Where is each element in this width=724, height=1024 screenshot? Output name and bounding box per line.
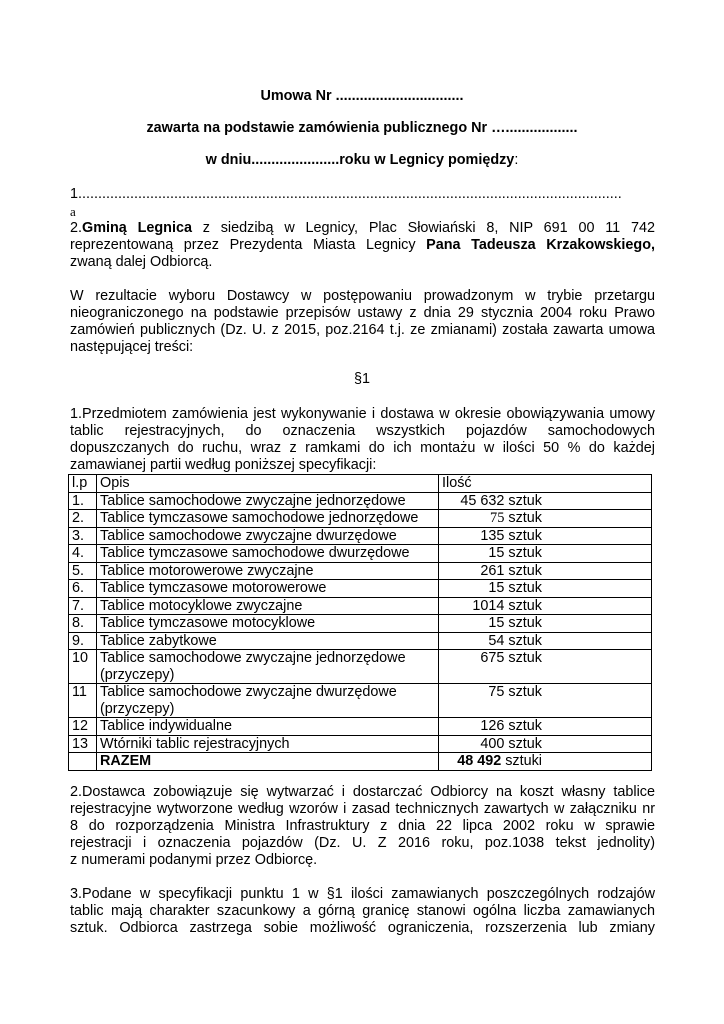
row-qty-value [442, 736, 542, 753]
row-lp: 12 [69, 718, 97, 736]
intro-line-2: nieograniczonego na podstawie przepisów ustawy z dnia 29 stycznia 2004 roku Prawo [70, 305, 655, 321]
row-qty [439, 735, 652, 753]
table-total-row [69, 753, 652, 771]
party-2-line-2: reprezentowaną przez Prezydenta Miasta Legnicy Pana Tadeusza Krzakowskiego, [70, 237, 655, 253]
qty-unit: sztuk [504, 735, 542, 752]
row-desc [97, 510, 439, 528]
row-qty [439, 718, 652, 736]
table-row [69, 632, 652, 650]
qty-number: 75 [490, 510, 505, 526]
row-lp: 10 [69, 650, 97, 684]
conjunction: a [70, 204, 76, 219]
row-qty-value [442, 510, 542, 527]
table-header-row [69, 475, 652, 493]
row-qty [439, 650, 652, 684]
row-desc [97, 650, 439, 684]
row-desc-line-1: Tablice indywidualne [100, 718, 232, 734]
table-row [69, 597, 652, 615]
para1-line-1: 1.Przedmiotem zamówienia jest wykonywanie i dostawa w okresie obowiązywania umowy [70, 406, 655, 422]
para2-line-1: 2.Dostawca zobowiązuje się wytwarzać i dostarczać Odbiorcy na koszt własny tablice [70, 784, 655, 800]
row-desc [97, 632, 439, 650]
row-desc [97, 615, 439, 633]
row-qty-value [442, 528, 542, 545]
intro-line-4: następującej treści: [70, 339, 194, 355]
para2-line-5: z numerami podanymi przez Odbiorcę. [70, 852, 318, 868]
row-desc [97, 527, 439, 545]
total-qty-unit: sztuki [501, 753, 542, 769]
row-desc [97, 545, 439, 563]
row-lp: 5. [69, 562, 97, 580]
qty-number: 261 [480, 562, 505, 579]
table-row [69, 615, 652, 633]
qty-number: 54 [488, 632, 505, 649]
table-row [69, 510, 652, 528]
qty-unit: sztuk [504, 510, 542, 526]
row-desc-line-1: Tablice motorowerowe zwyczajne [100, 562, 314, 579]
qty-number: 15 [488, 545, 505, 561]
row-qty-value [442, 545, 542, 562]
date-line: w dniu......................roku w Legnicy pomiędzy: [205, 152, 519, 168]
row-desc-line-1: Tablice tymczasowe samochodowe jednorzędowe [100, 510, 419, 526]
qty-number: 75 [488, 684, 505, 700]
row-qty [439, 527, 652, 545]
row-lp: 4. [69, 545, 97, 563]
row-desc-line-1: Tablice samochodowe zwyczajne dwurzędowe [100, 684, 397, 700]
qty-unit: sztuk [504, 545, 542, 561]
qty-unit: sztuk [504, 562, 542, 579]
qty-number: 126 [480, 718, 505, 734]
qty-unit: sztuk [504, 632, 542, 649]
qty-number: 15 [488, 580, 505, 596]
row-qty [439, 580, 652, 598]
qty-unit: sztuk [504, 597, 542, 614]
row-desc-line-1: Tablice samochodowe zwyczajne dwurzędowe [100, 527, 397, 544]
row-qty [439, 632, 652, 650]
party-2-line-1: 2.Gminą Legnica z siedzibą w Legnicy, Plac Słowiański 8, NIP 691 00 11 742 [70, 220, 655, 236]
total-label: RAZEM [97, 753, 439, 771]
row-lp: 7. [69, 597, 97, 615]
row-desc-line-1: Tablice tymczasowe motocyklowe [100, 615, 316, 631]
row-qty [439, 510, 652, 528]
row-desc-line-1: Tablice zabytkowe [100, 632, 217, 649]
row-desc-line-1: Tablice tymczasowe motorowerowe [100, 580, 327, 596]
row-qty-value [442, 580, 542, 597]
row-desc [97, 735, 439, 753]
specification-table [68, 474, 652, 771]
header-lp: l.p [69, 475, 97, 493]
row-desc-line-1: Wtórniki tablic rejestracyjnych [100, 735, 290, 752]
row-qty-value [442, 718, 542, 735]
para3-line-3: sztuk. Odbiorca zastrzega sobie możliwość ograniczenia, rozszerzenia lub zmiany [70, 920, 655, 936]
row-desc [97, 492, 439, 510]
row-desc [97, 718, 439, 736]
qty-number: 400 [480, 735, 505, 752]
header-qty: Ilość [439, 475, 652, 493]
row-desc-line-1: Tablice motocyklowe zwyczajne [100, 597, 303, 614]
row-lp: 9. [69, 632, 97, 650]
row-desc [97, 562, 439, 580]
row-qty-value [442, 493, 542, 510]
row-qty-value [442, 615, 542, 632]
para2-line-2: rejestracyjne wytworzone według wzorów i zasad technicznych zawartych w załączniku nr [70, 801, 655, 817]
qty-number: 1014 [472, 597, 505, 614]
row-desc-line-1: Tablice samochodowe zwyczajne jednorzędowe [100, 492, 406, 509]
row-desc-line-2: (przyczepy) [100, 700, 175, 717]
row-lp: 13 [69, 735, 97, 753]
qty-number: 45 632 [460, 492, 505, 509]
para3-line-2: tablic mają charakter szacunkowy a górną granicę stanowi ogólna liczba zamawianych [70, 903, 655, 919]
table-row [69, 527, 652, 545]
qty-unit: sztuk [504, 650, 542, 666]
row-desc-line-1: Tablice samochodowe zwyczajne jednorzędowe [100, 650, 406, 666]
row-qty-value [442, 598, 542, 615]
contract-title: Umowa Nr ................................ [260, 88, 464, 104]
qty-number: 15 [488, 615, 505, 631]
para2-line-3: 8 do rozporządzenia Ministra Infrastruktury z dnia 22 lipca 2002 roku w sprawie [70, 818, 655, 834]
qty-unit: sztuk [504, 580, 542, 596]
row-qty-value [442, 633, 542, 650]
row-desc-line-2: (przyczepy) [100, 666, 175, 683]
table-row [69, 718, 652, 736]
party-1-placeholder: 1........................................................................................................................................ [70, 186, 622, 202]
row-qty [439, 597, 652, 615]
row-qty-value [442, 684, 542, 701]
row-lp: 6. [69, 580, 97, 598]
intro-line-3: zamówień publicznych (Dz. U. z 2015, poz.2164 t.j. ze zmianami) została zawarta umowa [70, 322, 655, 338]
row-qty-value [442, 563, 542, 580]
qty-unit: sztuk [504, 615, 542, 631]
total-qty-number: 48 492 [457, 753, 502, 769]
table-row [69, 735, 652, 753]
para3-line-1: 3.Podane w specyfikacji punktu 1 w §1 ilości zamawianych poszczególnych rodzajów [70, 886, 655, 902]
para1-line-4: zamawianej partii według poniższej specyfikacji: [70, 457, 377, 473]
row-lp: 2. [69, 510, 97, 528]
row-qty [439, 492, 652, 510]
party-2-line-3: zwaną dalej Odbiorcą. [70, 254, 213, 270]
qty-unit: sztuk [504, 492, 542, 509]
header-desc: Opis [97, 475, 439, 493]
section-mark: §1 [353, 371, 370, 387]
para2-line-4: rejestracji i oznaczenia pojazdów (Dz. U. Z 2016 roku, poz.1038 tekst jednolity) [70, 835, 655, 851]
row-lp: 8. [69, 615, 97, 633]
row-lp: 11 [69, 684, 97, 718]
para1-line-2: tablic rejestracyjnych, do oznaczenia wszystkich pojazdów samochodowych [70, 423, 655, 439]
table-row [69, 580, 652, 598]
qty-number: 675 [480, 650, 505, 666]
intro-line-1: W rezultacie wyboru Dostawcy w postępowaniu prowadzonym w trybie przetargu [70, 288, 655, 304]
row-qty [439, 562, 652, 580]
row-qty [439, 615, 652, 633]
qty-unit: sztuk [504, 684, 542, 700]
row-desc-line-1: Tablice tymczasowe samochodowe dwurzędowe [100, 545, 410, 561]
qty-unit: sztuk [504, 527, 542, 544]
table-row [69, 562, 652, 580]
row-qty [439, 545, 652, 563]
table-row [69, 545, 652, 563]
row-desc [97, 684, 439, 718]
total-lp [69, 753, 97, 771]
table-row [69, 684, 652, 718]
total-qty-value [442, 753, 542, 770]
table-row [69, 492, 652, 510]
para1-line-3: dopuszczanych do ruchu, wraz z ramkami do ich montażu w ilości 50 % do każdej [70, 440, 655, 456]
row-lp: 1. [69, 492, 97, 510]
row-desc [97, 580, 439, 598]
row-qty [439, 684, 652, 718]
contract-subtitle: zawarta na podstawie zamówienia publicznego Nr ….................. [146, 120, 578, 136]
table-row [69, 650, 652, 684]
qty-number: 135 [480, 527, 505, 544]
row-desc [97, 597, 439, 615]
row-lp: 3. [69, 527, 97, 545]
row-qty-value [442, 650, 542, 667]
qty-unit: sztuk [504, 718, 542, 734]
total-qty [439, 753, 652, 771]
